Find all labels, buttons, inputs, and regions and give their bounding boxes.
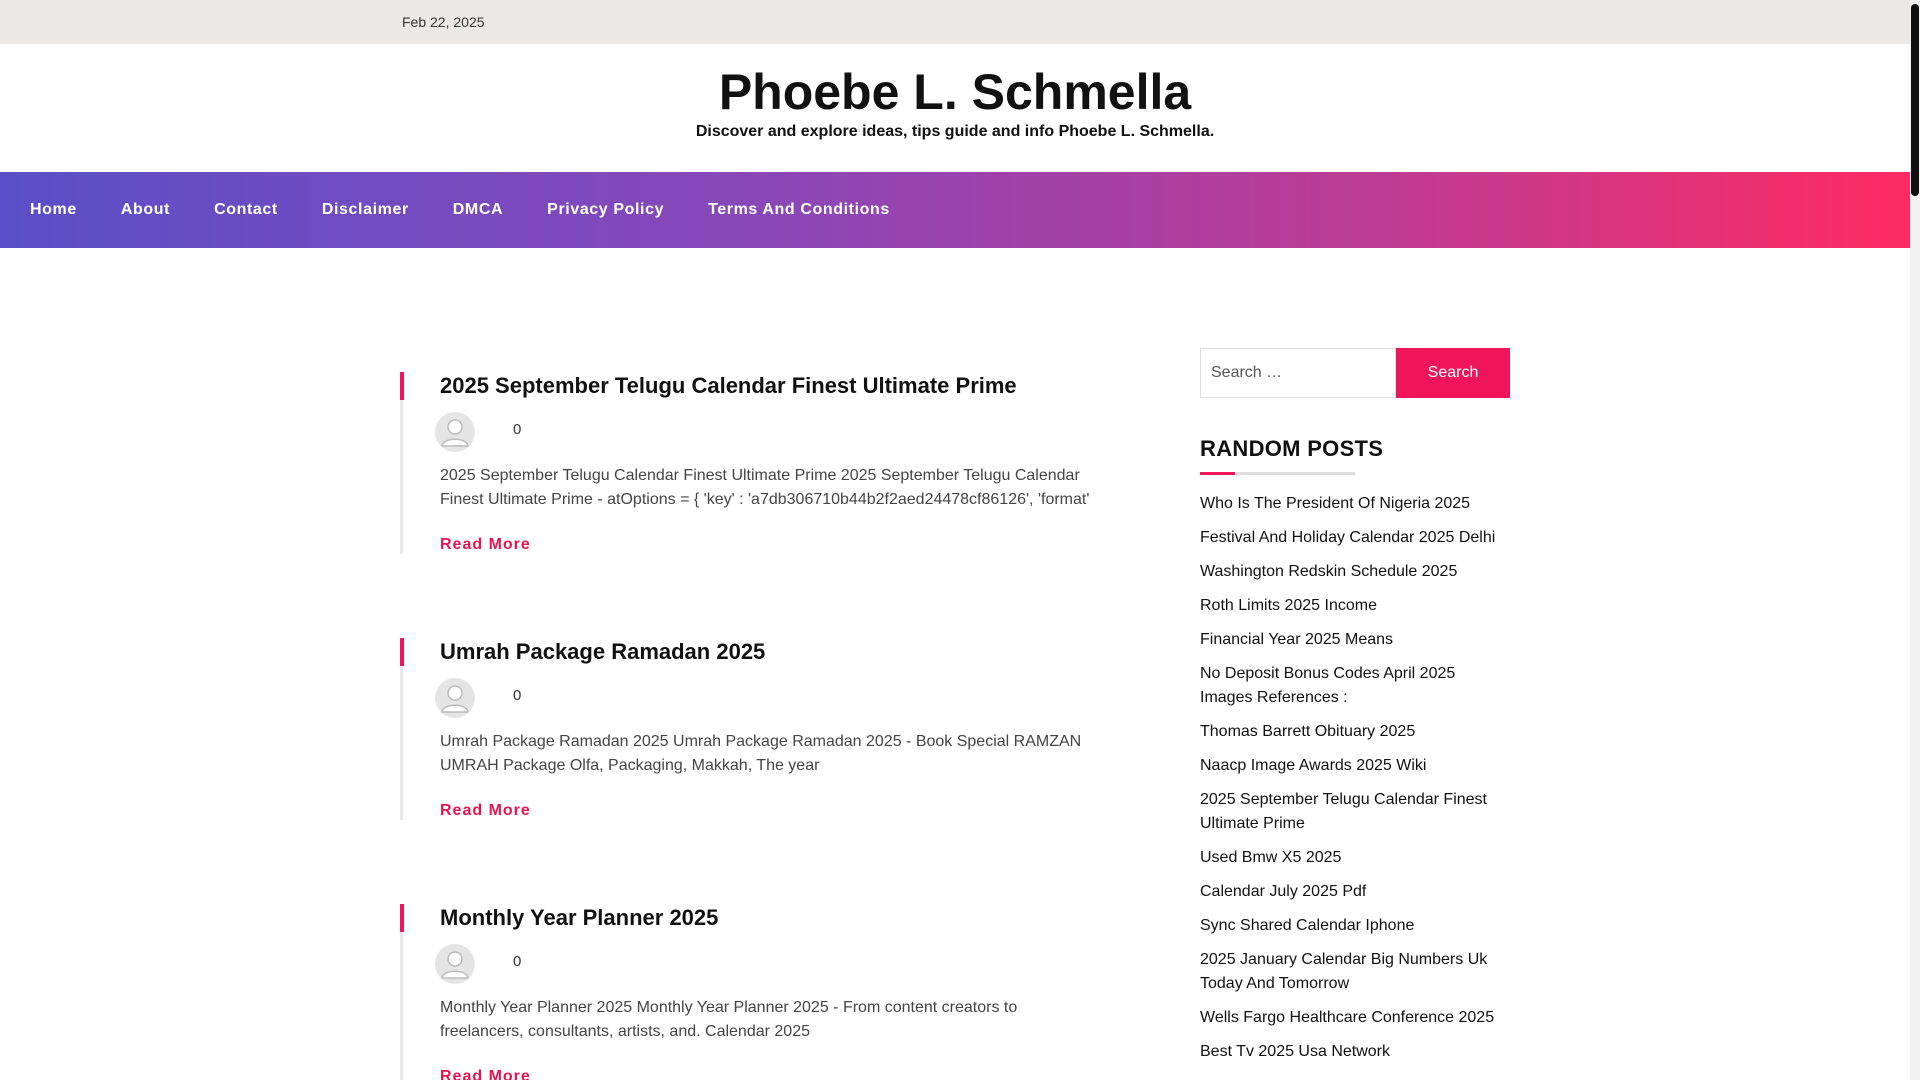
random-post-link[interactable]: 2025 September Telugu Calendar Finest Ultimate Prime: [1200, 791, 1487, 832]
post-meta: [435, 412, 1090, 452]
read-more-link[interactable]: Read More: [440, 536, 531, 553]
random-post-link[interactable]: Financial Year 2025 Means: [1200, 631, 1394, 648]
read-more-link[interactable]: Read More: [440, 1068, 531, 1080]
comment-count: 0: [513, 686, 522, 704]
sidebar: [1200, 348, 1510, 1074]
random-post-link[interactable]: Naacp Image Awards 2025 Wiki: [1200, 757, 1427, 774]
comment-count: 0: [513, 420, 522, 438]
site-title[interactable]: Phoebe L. Schmella: [718, 64, 1192, 120]
author-avatar-icon[interactable]: [435, 412, 475, 452]
post-excerpt: Umrah Package Ramadan 2025 Umrah Package Ramadan 2025 - Book Special RAMZAN UMRAH Package Olfa, Packaging, Makkah, The year: [440, 733, 1082, 774]
vertical-scrollbar[interactable]: [1910, 0, 1920, 1080]
nav-item-dmca[interactable]: DMCA: [452, 201, 504, 218]
random-post-link[interactable]: Used Bmw X5 2025: [1200, 849, 1342, 866]
search-form: [1200, 348, 1510, 398]
random-post-link[interactable]: Sync Shared Calendar Iphone: [1200, 917, 1415, 934]
random-posts-list: [1200, 492, 1510, 1064]
random-post-link[interactable]: Who Is The President Of Nigeria 2025: [1200, 495, 1471, 512]
nav-item-privacy-policy[interactable]: Privacy Policy: [547, 201, 665, 218]
random-post-link[interactable]: Wells Fargo Healthcare Conference 2025: [1200, 1009, 1495, 1026]
top-bar: [0, 0, 1910, 44]
random-posts-heading: RANDOM POSTS: [1200, 436, 1384, 461]
search-button[interactable]: Search: [1396, 348, 1510, 398]
nav-item-home[interactable]: Home: [30, 201, 77, 218]
main-content: [0, 248, 1910, 1080]
random-post-link[interactable]: Thomas Barrett Obituary 2025: [1200, 723, 1416, 740]
random-post-link[interactable]: Calendar July 2025 Pdf: [1200, 883, 1367, 900]
site-header: [0, 44, 1910, 172]
post-meta: [435, 944, 1090, 984]
post-title[interactable]: Monthly Year Planner 2025: [440, 905, 719, 930]
post-title[interactable]: Umrah Package Ramadan 2025: [440, 639, 766, 664]
post-card: [400, 638, 1090, 820]
nav-item-terms[interactable]: Terms And Conditions: [708, 201, 890, 218]
heading-underline: [1200, 472, 1355, 475]
current-date: Feb 22, 2025: [402, 14, 485, 30]
site-description: Discover and explore ideas, tips guide and info Phoebe L. Schmella.: [695, 122, 1215, 140]
nav-item-contact[interactable]: Contact: [214, 201, 278, 218]
post-meta: [435, 678, 1090, 718]
post-title[interactable]: 2025 September Telugu Calendar Finest Ultimate Prime: [440, 373, 1017, 398]
post-excerpt: Monthly Year Planner 2025 Monthly Year Planner 2025 - From content creators to freelancers, consultants, artists, and. Calendar 2025: [440, 999, 1018, 1040]
random-post-link[interactable]: Best Tv 2025 Usa Network: [1200, 1043, 1391, 1060]
post-card: [400, 904, 1090, 1080]
main-nav: [0, 172, 1910, 248]
author-avatar-icon[interactable]: [435, 944, 475, 984]
author-avatar-icon[interactable]: [435, 678, 475, 718]
random-post-link[interactable]: No Deposit Bonus Codes April 2025 Images References :: [1200, 665, 1456, 706]
post-excerpt: 2025 September Telugu Calendar Finest Ultimate Prime 2025 September Telugu Calendar Finest Ultimate Prime - atOptions = { 'key' : 'a7db306710b44b2f2aed24478cf86126', 'format': [440, 467, 1090, 508]
post-accent-bar: [400, 638, 404, 666]
nav-item-disclaimer[interactable]: Disclaimer: [321, 201, 409, 218]
random-post-link[interactable]: Washington Redskin Schedule 2025: [1200, 563, 1458, 580]
random-post-link[interactable]: Festival And Holiday Calendar 2025 Delhi: [1200, 529, 1496, 546]
nav-item-about[interactable]: About: [120, 201, 171, 218]
scrollbar-thumb[interactable]: [1911, 4, 1919, 196]
random-post-link[interactable]: 2025 January Calendar Big Numbers Uk Today And Tomorrow: [1200, 951, 1488, 992]
post-accent-bar: [400, 372, 404, 400]
post-accent-bar: [400, 904, 404, 932]
search-input[interactable]: [1200, 348, 1396, 398]
random-post-link[interactable]: Roth Limits 2025 Income: [1200, 597, 1377, 614]
read-more-link[interactable]: Read More: [440, 802, 531, 819]
comment-count: 0: [513, 952, 522, 970]
post-card: [400, 372, 1090, 554]
